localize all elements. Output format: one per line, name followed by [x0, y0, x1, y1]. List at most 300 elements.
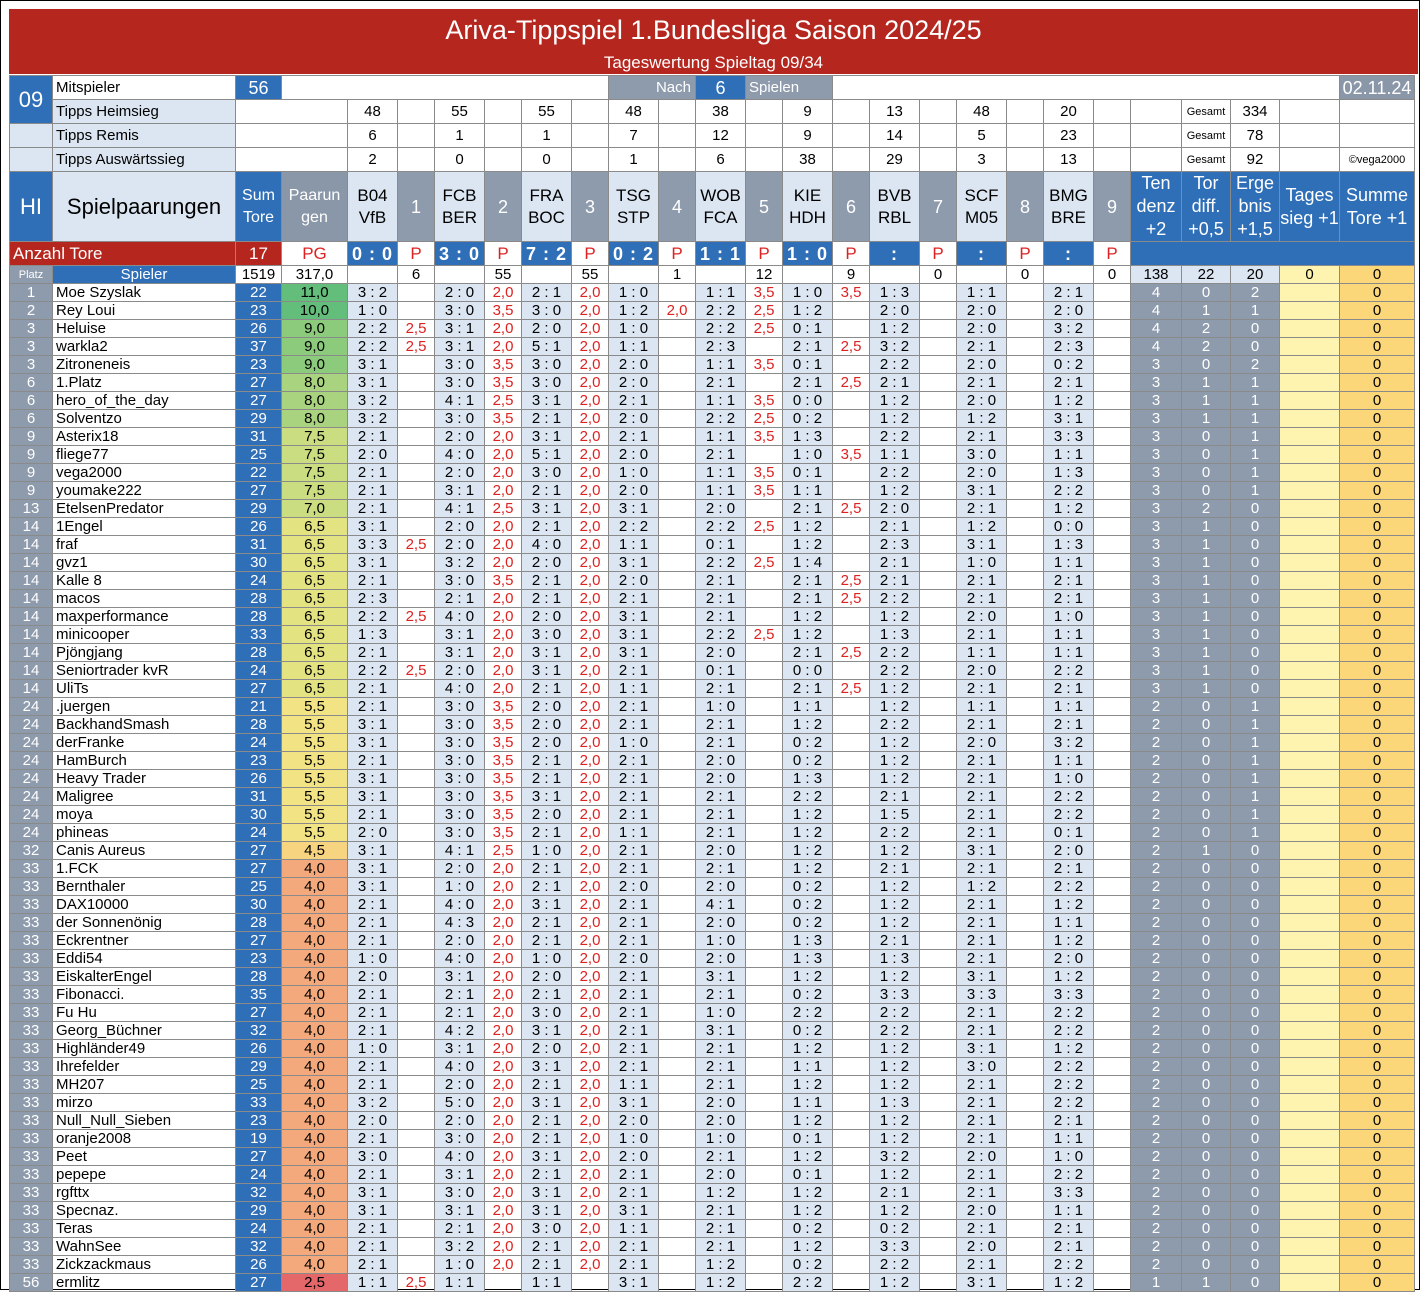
player-match-points: 2,0 [572, 392, 609, 410]
page-subtitle: Tageswertung Spieltag 09/34 [9, 49, 1418, 74]
player-row [10, 1256, 1415, 1274]
player-tip: 2 : 1 [957, 950, 1007, 968]
player-tip: 1 : 1 [1044, 1202, 1094, 1220]
player-match-points: 3,5 [485, 824, 522, 842]
player-match-points: 2,0 [485, 446, 522, 464]
player-match-points [1007, 968, 1044, 986]
player-tip: 3 : 1 [435, 338, 485, 356]
player-match-points: 2,5 [833, 680, 870, 698]
player-ergebnis: 1 [1231, 374, 1280, 392]
player-tip: 2 : 1 [696, 1040, 746, 1058]
player-match-points [659, 1256, 696, 1274]
player-tip: 1 : 2 [696, 1274, 746, 1292]
player-match-points [833, 1094, 870, 1112]
player-tip: 4 : 2 [435, 1022, 485, 1040]
player-name: Solventzo [53, 410, 236, 428]
player-tip: 3 : 1 [609, 608, 659, 626]
player-match-points [398, 1238, 435, 1256]
player-row [10, 1202, 1415, 1220]
player-points: 6,5 [282, 518, 348, 536]
player-tip: 1 : 0 [1044, 608, 1094, 626]
player-ergebnis: 0 [1231, 1112, 1280, 1130]
player-match-points [1094, 950, 1131, 968]
player-tip: 1 : 2 [870, 752, 920, 770]
player-tip: 3 : 1 [609, 554, 659, 572]
player-tip: 2 : 1 [522, 482, 572, 500]
player-tip: 1 : 3 [783, 428, 833, 446]
player-row [10, 860, 1415, 878]
match-result: 1 : 1 [696, 242, 746, 266]
player-match-points [659, 662, 696, 680]
player-match-points [746, 680, 783, 698]
player-match-points [920, 1076, 957, 1094]
player-match-points [833, 932, 870, 950]
player-ergebnis: 0 [1231, 1220, 1280, 1238]
player-tip: 2 : 0 [435, 860, 485, 878]
player-points: 5,5 [282, 752, 348, 770]
player-points: 5,5 [282, 788, 348, 806]
player-points: 8,0 [282, 392, 348, 410]
player-match-points [833, 770, 870, 788]
player-tip: 1 : 1 [609, 1076, 659, 1094]
player-rank: 33 [10, 1112, 53, 1130]
empty-cell [1340, 124, 1415, 148]
player-tip: 3 : 0 [435, 302, 485, 320]
player-tip: 2 : 1 [696, 590, 746, 608]
player-tip: 1 : 2 [783, 518, 833, 536]
player-match-points: 2,0 [485, 932, 522, 950]
player-tip: 2 : 1 [609, 1022, 659, 1040]
player-tordiff: 0 [1182, 1022, 1231, 1040]
player-match-points [1007, 1202, 1044, 1220]
player-tip: 1 : 2 [1044, 392, 1094, 410]
tipps-count: 55 [435, 100, 485, 124]
player-match-points: 2,0 [485, 590, 522, 608]
player-tip: 2 : 1 [957, 896, 1007, 914]
player-sumtore: 27 [236, 392, 282, 410]
player-match-points [746, 716, 783, 734]
player-points: 4,0 [282, 1094, 348, 1112]
match-header [435, 172, 485, 242]
player-match-points [920, 968, 957, 986]
player-tip: 3 : 1 [522, 1184, 572, 1202]
player-match-points: 2,0 [485, 1040, 522, 1058]
player-match-points [833, 734, 870, 752]
player-row [10, 698, 1415, 716]
player-tip: 1 : 1 [1044, 1130, 1094, 1148]
player-match-points: 2,0 [485, 896, 522, 914]
player-match-points [920, 1220, 957, 1238]
player-tordiff: 0 [1182, 734, 1231, 752]
info-row-remis [10, 124, 1415, 148]
player-tip: 2 : 1 [609, 698, 659, 716]
player-ergebnis: 0 [1231, 338, 1280, 356]
player-match-points [746, 914, 783, 932]
player-tip: 0 : 2 [783, 878, 833, 896]
player-row [10, 500, 1415, 518]
player-tip: 2 : 2 [348, 608, 398, 626]
player-tip: 1 : 0 [435, 1256, 485, 1274]
player-tip: 2 : 1 [696, 608, 746, 626]
away-team: STP [616, 207, 651, 227]
player-match-points [659, 698, 696, 716]
player-match-points [1007, 572, 1044, 590]
player-sumtore: 25 [236, 878, 282, 896]
totals-sum: 1519 [236, 266, 282, 284]
player-match-points [1007, 1040, 1044, 1058]
player-summetore: 0 [1340, 752, 1415, 770]
player-match-points [1007, 1058, 1044, 1076]
player-tordiff: 2 [1182, 320, 1231, 338]
player-sumtore: 19 [236, 1130, 282, 1148]
player-rank: 24 [10, 788, 53, 806]
player-tip: 3 : 1 [696, 968, 746, 986]
matchday-cell [10, 148, 53, 172]
player-match-points [398, 878, 435, 896]
player-match-points [920, 1202, 957, 1220]
player-sumtore: 26 [236, 1040, 282, 1058]
tipps-count: 23 [1044, 124, 1094, 148]
player-tordiff: 0 [1182, 356, 1231, 374]
player-tip: 1 : 0 [696, 698, 746, 716]
player-sumtore: 25 [236, 446, 282, 464]
player-tagessieg [1280, 320, 1340, 338]
player-tip: 2 : 1 [435, 1220, 485, 1238]
player-tip: 3 : 1 [522, 1022, 572, 1040]
player-match-points: 2,0 [572, 662, 609, 680]
player-match-points [1094, 806, 1131, 824]
match-result: : [957, 242, 1007, 266]
player-match-points: 2,5 [833, 500, 870, 518]
player-tordiff: 2 [1182, 500, 1231, 518]
player-tip: 2 : 2 [348, 662, 398, 680]
col-tordiff: Tor diff. +0,5 [1182, 172, 1231, 242]
player-tip: 3 : 1 [957, 842, 1007, 860]
player-match-points: 3,5 [485, 374, 522, 392]
player-summetore: 0 [1340, 788, 1415, 806]
player-tagessieg [1280, 698, 1340, 716]
player-match-points [398, 554, 435, 572]
player-points: 4,0 [282, 896, 348, 914]
player-name: fraf [53, 536, 236, 554]
player-rank: 14 [10, 608, 53, 626]
empty-cell [1094, 100, 1131, 124]
player-tip: 2 : 1 [1044, 860, 1094, 878]
player-match-points [659, 284, 696, 302]
tipps-count: 5 [957, 124, 1007, 148]
player-match-points [1094, 1058, 1131, 1076]
player-sumtore: 27 [236, 374, 282, 392]
player-match-points: 3,5 [485, 356, 522, 374]
player-name: gvz1 [53, 554, 236, 572]
player-points: 4,0 [282, 1112, 348, 1130]
player-match-points [833, 428, 870, 446]
player-rank: 24 [10, 716, 53, 734]
player-match-points [1007, 896, 1044, 914]
player-rank: 33 [10, 1130, 53, 1148]
player-match-points [1007, 1130, 1044, 1148]
player-tip: 1 : 0 [609, 284, 659, 302]
match-result: : [1044, 242, 1094, 266]
player-tip: 2 : 0 [1044, 302, 1094, 320]
player-match-points [659, 590, 696, 608]
player-match-points [833, 860, 870, 878]
player-tip: 3 : 3 [1044, 428, 1094, 446]
player-match-points [833, 1238, 870, 1256]
player-rank: 33 [10, 1202, 53, 1220]
player-tip: 2 : 1 [696, 986, 746, 1004]
player-match-points [1094, 770, 1131, 788]
player-summetore: 0 [1340, 878, 1415, 896]
player-points: 4,0 [282, 1238, 348, 1256]
player-match-points [1094, 716, 1131, 734]
player-match-points [920, 644, 957, 662]
player-tip: 1 : 1 [696, 356, 746, 374]
info-row-aus [10, 148, 1415, 172]
player-tip: 2 : 2 [870, 590, 920, 608]
player-tordiff: 1 [1182, 410, 1231, 428]
player-sumtore: 27 [236, 1004, 282, 1022]
player-tip: 2 : 1 [957, 806, 1007, 824]
player-tip: 1 : 1 [609, 680, 659, 698]
player-match-points: 2,0 [485, 428, 522, 446]
player-tip: 3 : 1 [348, 554, 398, 572]
player-match-points: 2,0 [485, 1148, 522, 1166]
player-tip: 3 : 1 [522, 428, 572, 446]
player-tip: 1 : 2 [783, 716, 833, 734]
player-points: 7,0 [282, 500, 348, 518]
player-match-points: 2,0 [485, 554, 522, 572]
player-tip: 2 : 1 [696, 680, 746, 698]
player-tip: 0 : 1 [783, 1166, 833, 1184]
anzahl-tore-label: Anzahl Tore [10, 242, 236, 266]
player-match-points: 2,0 [572, 914, 609, 932]
player-match-points [1094, 698, 1131, 716]
player-tip: 2 : 0 [696, 842, 746, 860]
totals-points: 0 [920, 266, 957, 284]
player-tip: 3 : 1 [957, 968, 1007, 986]
player-tordiff: 0 [1182, 932, 1231, 950]
player-summetore: 0 [1340, 302, 1415, 320]
player-tip: 2 : 2 [783, 1274, 833, 1292]
player-match-points [920, 698, 957, 716]
player-match-points: 2,0 [572, 374, 609, 392]
player-points: 6,5 [282, 662, 348, 680]
player-tip: 2 : 1 [957, 1130, 1007, 1148]
player-tip: 2 : 1 [522, 284, 572, 302]
player-tip: 2 : 2 [870, 464, 920, 482]
player-tendenz: 2 [1131, 788, 1182, 806]
player-match-points [1094, 1004, 1131, 1022]
player-match-points [920, 518, 957, 536]
player-tip: 1 : 0 [1044, 1148, 1094, 1166]
player-match-points [920, 986, 957, 1004]
player-match-points: 2,0 [572, 896, 609, 914]
player-rank: 14 [10, 554, 53, 572]
col-ergebnis: Erge bnis +1,5 [1231, 172, 1280, 242]
player-tip: 1 : 3 [870, 1094, 920, 1112]
player-match-points: 2,0 [485, 320, 522, 338]
player-name: BackhandSmash [53, 716, 236, 734]
player-tip: 2 : 1 [348, 1076, 398, 1094]
player-match-points [746, 842, 783, 860]
player-tip: 2 : 1 [957, 788, 1007, 806]
player-match-points [1094, 626, 1131, 644]
header-row [10, 172, 1415, 242]
player-tip: 2 : 1 [957, 680, 1007, 698]
player-tip: 2 : 1 [870, 1184, 920, 1202]
player-rank: 33 [10, 1220, 53, 1238]
player-match-points [833, 1220, 870, 1238]
player-tip: 2 : 2 [870, 662, 920, 680]
player-tip: 2 : 1 [957, 428, 1007, 446]
player-ergebnis: 1 [1231, 788, 1280, 806]
player-tip: 3 : 3 [1044, 1184, 1094, 1202]
player-name: Fibonacci. [53, 986, 236, 1004]
player-tendenz: 2 [1131, 716, 1182, 734]
player-tip: 2 : 0 [435, 428, 485, 446]
player-tip: 1 : 2 [870, 608, 920, 626]
player-rank: 3 [10, 320, 53, 338]
player-tagessieg [1280, 428, 1340, 446]
player-tagessieg [1280, 878, 1340, 896]
player-tagessieg [1280, 1022, 1340, 1040]
player-match-points [1007, 1094, 1044, 1112]
player-tip: 3 : 1 [348, 1184, 398, 1202]
player-tip: 2 : 0 [957, 464, 1007, 482]
player-tip: 1 : 2 [957, 878, 1007, 896]
player-tordiff: 1 [1182, 842, 1231, 860]
player-row [10, 644, 1415, 662]
player-tip: 1 : 0 [609, 1130, 659, 1148]
player-match-points [1007, 482, 1044, 500]
empty-cell [398, 124, 435, 148]
player-tip: 1 : 2 [696, 1256, 746, 1274]
player-match-points [920, 806, 957, 824]
player-tendenz: 3 [1131, 446, 1182, 464]
tipps-count: 1 [522, 124, 572, 148]
player-points: 4,0 [282, 968, 348, 986]
player-tordiff: 1 [1182, 1274, 1231, 1292]
player-match-points [398, 1112, 435, 1130]
player-tip: 3 : 0 [435, 824, 485, 842]
player-points: 11,0 [282, 284, 348, 302]
player-name: Zitroneneis [53, 356, 236, 374]
player-tip: 0 : 0 [783, 392, 833, 410]
player-ergebnis: 1 [1231, 464, 1280, 482]
player-sumtore: 27 [236, 860, 282, 878]
player-match-points: 3,5 [485, 572, 522, 590]
player-tip: 1 : 1 [957, 284, 1007, 302]
player-sumtore: 22 [236, 284, 282, 302]
player-tordiff: 1 [1182, 662, 1231, 680]
player-row [10, 1166, 1415, 1184]
player-tip: 2 : 2 [870, 1022, 920, 1040]
player-tagessieg [1280, 1040, 1340, 1058]
player-tip: 1 : 1 [1044, 698, 1094, 716]
player-match-points [659, 320, 696, 338]
player-tordiff: 0 [1182, 1112, 1231, 1130]
player-rank: 13 [10, 500, 53, 518]
player-tagessieg [1280, 644, 1340, 662]
player-match-points: 2,0 [572, 1256, 609, 1274]
player-tip: 2 : 1 [696, 1220, 746, 1238]
player-match-points: 3,5 [746, 428, 783, 446]
tipps-count: 48 [348, 100, 398, 124]
player-match-points [659, 374, 696, 392]
player-tip: 2 : 3 [696, 338, 746, 356]
player-match-points [1007, 680, 1044, 698]
player-match-points [398, 842, 435, 860]
player-tip: 2 : 1 [609, 842, 659, 860]
player-match-points [920, 284, 957, 302]
player-tip: 1 : 3 [1044, 536, 1094, 554]
empty-cell [1280, 148, 1340, 172]
player-tip: 1 : 0 [348, 302, 398, 320]
player-match-points [398, 914, 435, 932]
player-ergebnis: 0 [1231, 1184, 1280, 1202]
player-tordiff: 0 [1182, 716, 1231, 734]
player-name: Rey Loui [53, 302, 236, 320]
player-tip: 1 : 3 [783, 950, 833, 968]
player-tordiff: 1 [1182, 392, 1231, 410]
player-points: 4,0 [282, 878, 348, 896]
player-match-points [1007, 698, 1044, 716]
player-tip: 3 : 0 [435, 572, 485, 590]
player-rank: 9 [10, 428, 53, 446]
player-match-points [746, 878, 783, 896]
player-match-points [833, 1112, 870, 1130]
player-tip: 2 : 2 [870, 428, 920, 446]
player-rank: 14 [10, 518, 53, 536]
player-match-points [659, 554, 696, 572]
player-match-points [746, 860, 783, 878]
player-tip: 2 : 1 [696, 716, 746, 734]
player-tip: 2 : 2 [1044, 662, 1094, 680]
player-match-points [1094, 1220, 1131, 1238]
player-match-points [1094, 464, 1131, 482]
player-name: fliege77 [53, 446, 236, 464]
player-tagessieg [1280, 662, 1340, 680]
player-summetore: 0 [1340, 464, 1415, 482]
player-tip: 2 : 1 [783, 680, 833, 698]
player-tip: 3 : 1 [348, 1202, 398, 1220]
player-sumtore: 30 [236, 896, 282, 914]
match-number: 5 [746, 172, 783, 242]
player-points: 6,5 [282, 608, 348, 626]
player-tip: 2 : 2 [1044, 1022, 1094, 1040]
player-summetore: 0 [1340, 410, 1415, 428]
player-tip: 2 : 1 [522, 878, 572, 896]
player-match-points [746, 608, 783, 626]
player-tordiff: 1 [1182, 572, 1231, 590]
tipps-count: 6 [348, 124, 398, 148]
player-match-points [398, 1076, 435, 1094]
player-tordiff: 0 [1182, 1256, 1231, 1274]
tipps-total: 334 [1231, 100, 1280, 124]
player-tip: 0 : 2 [783, 986, 833, 1004]
player-match-points [398, 806, 435, 824]
player-match-points [398, 464, 435, 482]
player-match-points [746, 500, 783, 518]
empty-cell [696, 266, 746, 284]
away-team: BER [442, 207, 477, 227]
player-match-points: 2,0 [485, 914, 522, 932]
player-summetore: 0 [1340, 1130, 1415, 1148]
player-row [10, 1148, 1415, 1166]
player-tip: 3 : 1 [522, 644, 572, 662]
player-match-points: 2,5 [398, 320, 435, 338]
